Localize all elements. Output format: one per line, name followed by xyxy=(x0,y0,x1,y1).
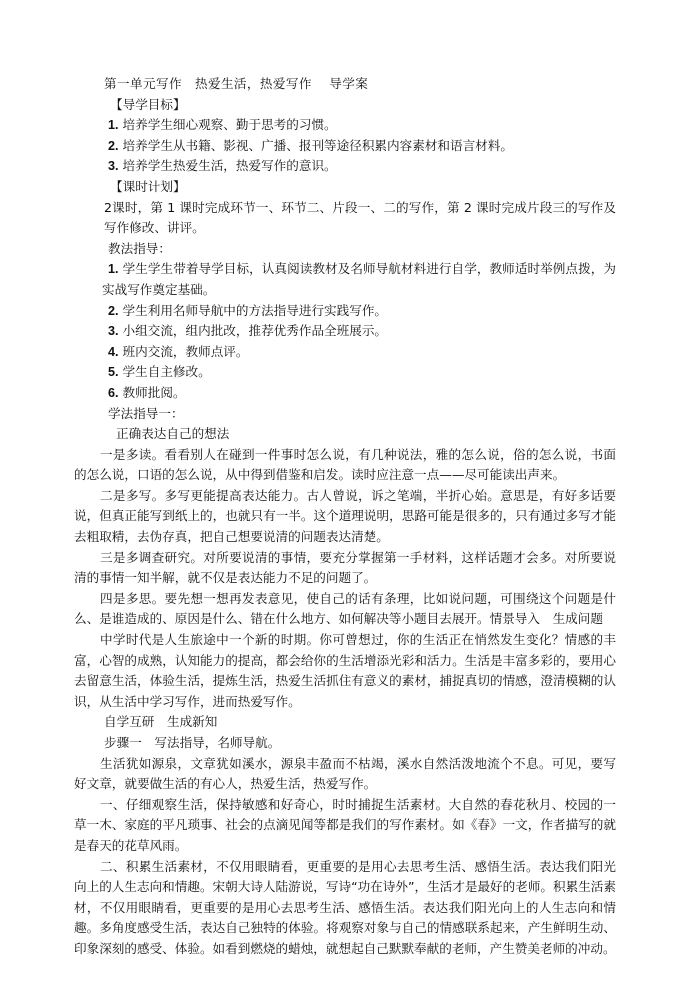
teaching-text: 学生利用名师导航中的方法指导进行实践写作。 xyxy=(122,302,387,318)
teaching-item-2 xyxy=(104,301,616,322)
teaching-number: 3. xyxy=(108,324,119,339)
page-title: 第一单元写作 热爱生活，热爱写作 导学案 xyxy=(104,76,369,91)
objective-number: 2. xyxy=(108,138,119,153)
teaching-number: 1. xyxy=(108,262,119,277)
self-study-heading: 自学互研 生成新知 xyxy=(104,714,218,730)
self-paragraph-3: 二、积累生活素材，不仅用眼睛看，更重要的是用心去思考生活、感悟生活。表达我们阳光向上的人生志向和情趣。宋朝大诗人陆游说，写诗“功在诗外”，生活才是最好的老师。积累生活素材，不仅用眼睛看，更重要的是用心去思考生活、感悟生活。表达我们阳光向上的人生志向和情趣。多角度感受生活，表达自己独特的体验。将观察对象与自己的情感联系起来，产生鲜明生动、印象深刻的感受、体验。如看到燃烧的蜡烛，就想起自己默默奉献的老师，产生赞美老师的冲动。 xyxy=(74,858,616,956)
teaching-text: 学生自主修改。 xyxy=(122,364,211,380)
plan-text-content: 2课时，第 1 课时完成环节一、环节二、片段一、二的写作，第 2 课时完成片段三的写作及写作修改、讲评。 xyxy=(104,199,616,236)
self-paragraph-1: 生活犹如源泉，文章犹如溪水，源泉丰盈而不枯竭，溪水自然活泼地流个不息。可见，要写好文章，就要做生活的有心人，热爱生活，热爱写作。 xyxy=(74,755,616,792)
teaching-number: 4. xyxy=(108,344,119,359)
objective-number: 1. xyxy=(108,118,119,133)
objective-text: 培养学生细心观察、勤于思考的习惯。 xyxy=(122,117,337,133)
teaching-heading: 教法指导： xyxy=(108,240,171,256)
teaching-item-6 xyxy=(104,383,616,404)
objective-item-2 xyxy=(104,136,616,157)
study-subheading: 正确表达自己的想法 xyxy=(116,426,230,442)
teaching-text: 学生学生带着导学目标，认真阅读教材及名师导航材料进行自学，教师适时举例点拨，为实战写作奠定基础。 xyxy=(102,261,616,297)
teaching-number: 5. xyxy=(108,365,119,380)
teaching-number: 6. xyxy=(108,385,119,400)
self-paragraph-2: 一、仔细观察生活，保持敏感和好奇心，时时捕捉生活素材。大自然的春花秋月、校园的一草一木、家庭的平凡琐事、社会的点滴见闻等都是我们的写作素材。如《春》一文，作者描写的就是春天的花草风雨。 xyxy=(74,796,616,853)
teaching-item-4 xyxy=(104,342,616,363)
teaching-item-3 xyxy=(104,321,616,342)
plan-text xyxy=(104,198,616,239)
objective-item-1 xyxy=(104,115,616,136)
study-paragraph-3: 三是多调查研究。对所要说清的事情，要充分掌握第一手材料，这样话题才会多。对所要说清的事情一知半解，就不仅是表达能力不足的问题了。 xyxy=(74,549,616,586)
objective-number: 3. xyxy=(108,159,119,174)
teaching-text: 教师批阅。 xyxy=(122,384,186,400)
teaching-text: 班内交流，教师点评。 xyxy=(122,343,249,359)
plan-heading: 【课时计划】 xyxy=(110,178,186,194)
objective-text: 培养学生热爱生活，热爱写作的意识。 xyxy=(122,158,337,174)
study-heading: 学法指导一： xyxy=(108,405,184,421)
study-paragraph-5: 中学时代是人生旅途中一个新的时期。你可曾想过，你的生活正在悄然发生变化？情感的丰富，心智的成熟，认知能力的提高，都会给你的生活增添光彩和活力。生活是丰富多彩的，要用心去留意生活，体验生活，提炼生活，热爱生活抓住有意义的素材，捕捉真切的情感，澄清模糊的认识，从生活中学习写作，进而热爱写作。 xyxy=(74,632,616,709)
teaching-item-1 xyxy=(102,259,616,300)
study-paragraph-1: 一是多读。看看别人在碰到一件事时怎么说，有几种说法，雅的怎么说，俗的怎么说，书面的怎么说，口语的怎么说，从中得到借鉴和启发。读时应注意一点——尽可能读出声来。 xyxy=(74,446,616,483)
objective-item-3 xyxy=(104,156,616,177)
objective-text: 培养学生从书籍、影视、广播、报刊等途径积累内容素材和语言材料。 xyxy=(122,137,513,153)
teaching-item-5 xyxy=(104,362,616,383)
study-paragraph-4: 四是多思。要先想一想再发表意见，使自己的话有条理，比如说问题，可围绕这个问题是什么、是谁造成的、原因是什么、错在什么地方、如何解决等小题目去展开。情景导入 生成问题 xyxy=(74,590,616,627)
study-paragraph-2: 二是多写。多写更能提高表达能力。古人曾说，诉之笔端，半折心始。意思是，有好多话要说，但真正能写到纸上的，也就只有一半。这个道理说明，思路可能是很多的，只有通过多写才能去粗取精，去伪存真，把自己想要说清的问题表达清楚。 xyxy=(74,487,616,545)
teaching-number: 2. xyxy=(108,303,119,318)
teaching-text: 小组交流，组内批改，推荐优秀作品全班展示。 xyxy=(122,323,387,339)
objectives-heading: 【导学目标】 xyxy=(110,96,186,112)
document-body xyxy=(74,74,616,960)
step-one: 步骤一 写法指导，名师导航。 xyxy=(104,735,281,750)
